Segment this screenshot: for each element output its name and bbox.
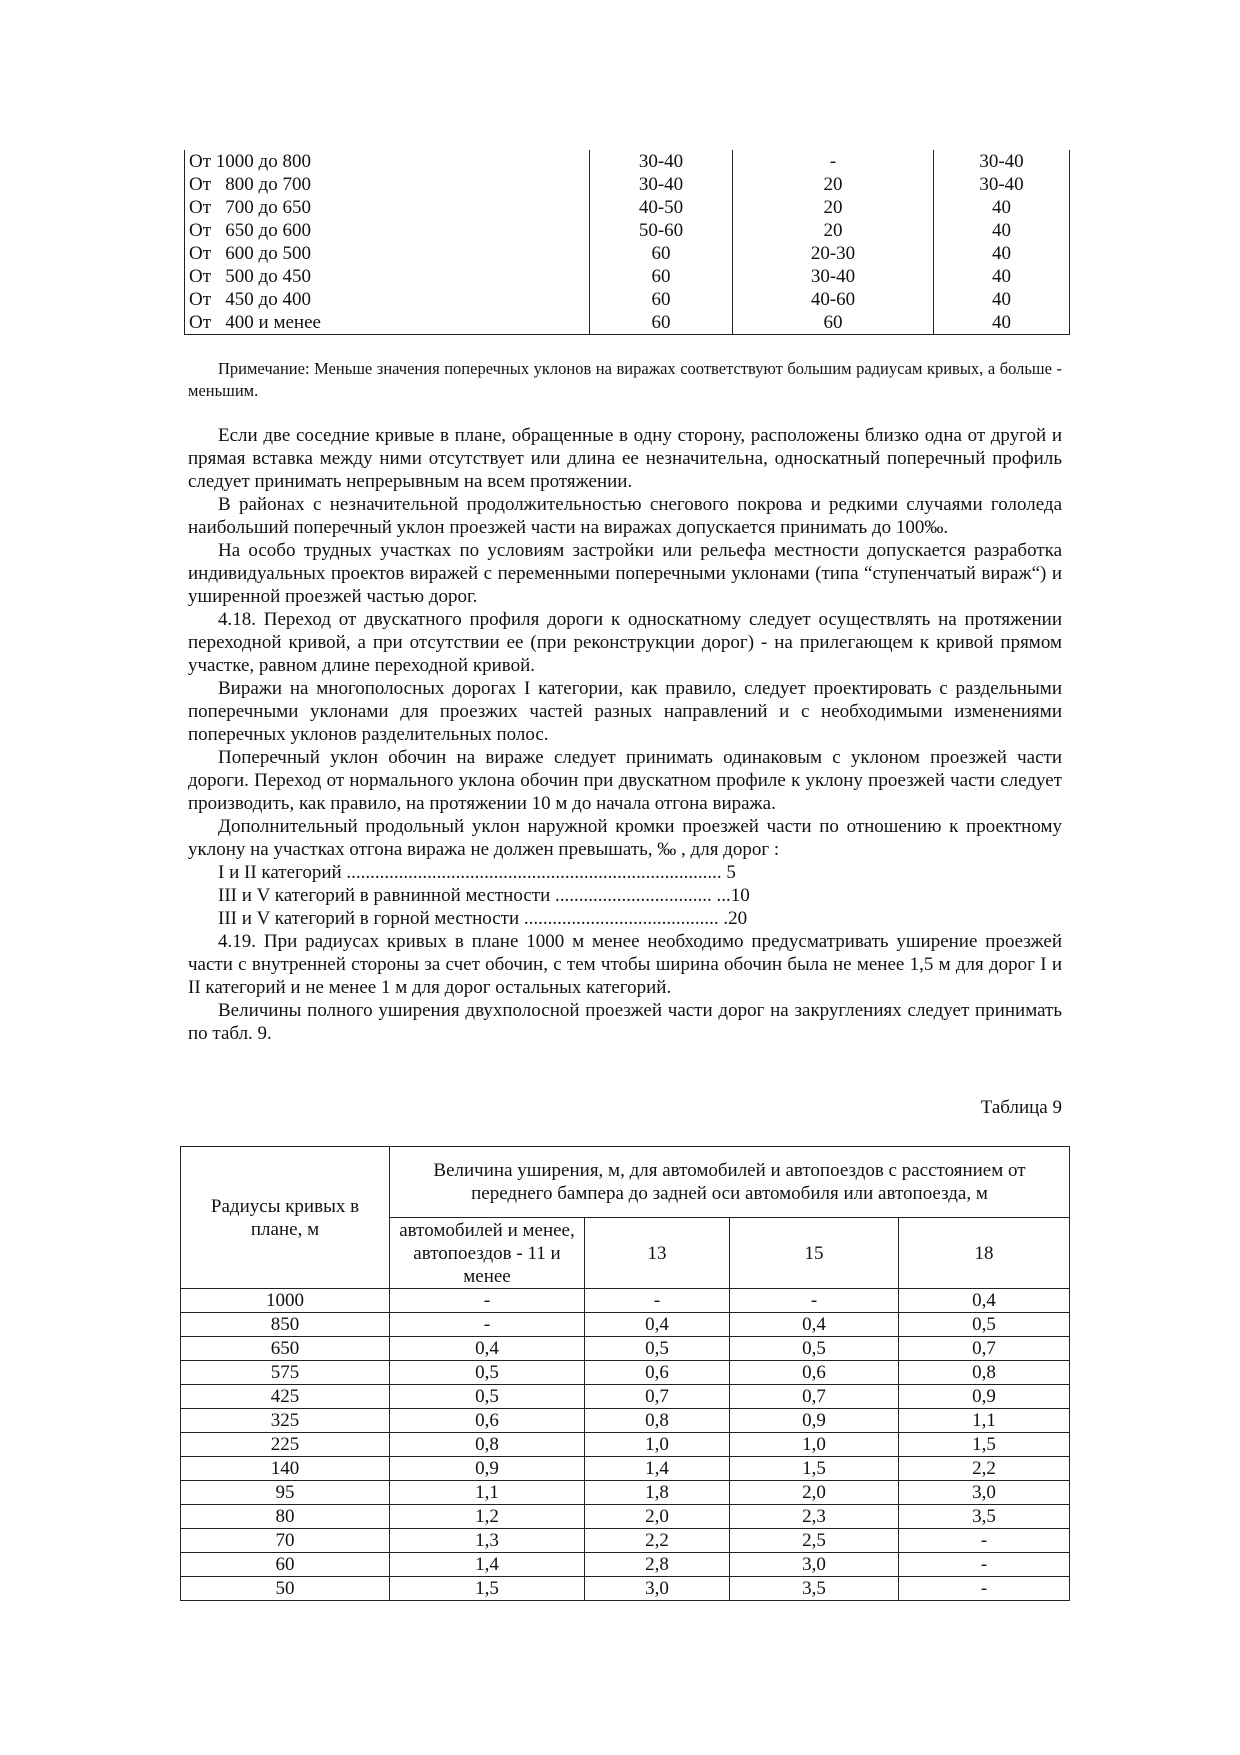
table-cell: 0,4 (390, 1337, 585, 1361)
table-row (181, 1337, 1070, 1361)
table-row (185, 173, 1070, 196)
paragraph: 4.19. При радиусах кривых в плане 1000 м менее необходимо предусматривать уширение проезжей части с внутренней стороны за счет обочин, с тем чтобы ширина обочин была не менее 1,5 м для дорог I и II категорий и не менее 1 м для дорог остальных категорий. (188, 931, 1062, 998)
sub-header: автомобилей и менее, автопоездов - 11 и менее (390, 1218, 585, 1289)
table-cell: 30-40 (934, 173, 1070, 196)
table-cell: 0,9 (730, 1409, 899, 1433)
table-cell: - (390, 1289, 585, 1313)
table-row (181, 1313, 1070, 1337)
table-cell: - (585, 1289, 730, 1313)
table-cell: 3,0 (585, 1577, 730, 1601)
table-cell: 1,5 (899, 1433, 1070, 1457)
table-cell: 3,0 (730, 1553, 899, 1577)
table-cell: 2,2 (899, 1457, 1070, 1481)
table-cell: - (899, 1553, 1070, 1577)
table-cell: 0,5 (899, 1313, 1070, 1337)
table-cell: От 800 до 700 (185, 173, 590, 196)
table-cell: От 500 до 450 (185, 265, 590, 288)
table-cell: 0,5 (390, 1385, 585, 1409)
list-item: III и V категорий в равнинной местности ................................. ...10 (218, 885, 750, 906)
table-cell: 0,6 (585, 1361, 730, 1385)
table-cell: 0,8 (585, 1409, 730, 1433)
table-cell: 60 (590, 288, 733, 311)
table-cell: 60 (181, 1553, 390, 1577)
table-9 (180, 1146, 1070, 1601)
table-cell: 0,8 (899, 1361, 1070, 1385)
table-caption: Таблица 9 (980, 1097, 1062, 1118)
table-row (181, 1553, 1070, 1577)
col-header-radius: Радиусы кривых в плане, м (181, 1147, 390, 1289)
table-cell: 20 (733, 173, 934, 196)
table-cell: 2,0 (585, 1505, 730, 1529)
paragraph: В районах с незначительной продолжительностью снегового покрова и редкими случаями гололеда наибольший поперечный уклон проезжей части на виражах допускается принимать до 100‰. (188, 494, 1062, 538)
paragraph: Поперечный уклон обочин на вираже следует принимать одинаковым с уклоном проезжей части дороги. Переход от нормального уклона обочин при двускатном профиле к уклону проезжей части следует производить, как правило, на протяжении 10 м до начала отгона виража. (188, 747, 1062, 814)
table-note: Примечание: Меньше значения поперечных уклонов на виражах соответствуют большим радиусам кривых, а больше - меньшим. (188, 359, 1062, 400)
table-cell: 60 (590, 265, 733, 288)
table-cell: 40 (934, 196, 1070, 219)
table-cell: - (390, 1313, 585, 1337)
table-cell: 1,1 (899, 1409, 1070, 1433)
table-cell: 2,5 (730, 1529, 899, 1553)
table-row (185, 265, 1070, 288)
table-row (181, 1481, 1070, 1505)
table-row (181, 1409, 1070, 1433)
table-cell: 30-40 (733, 265, 934, 288)
table-cell: 1,5 (390, 1577, 585, 1601)
table-cell: 1,1 (390, 1481, 585, 1505)
table-cell: 3,0 (899, 1481, 1070, 1505)
table-cell: 0,5 (730, 1337, 899, 1361)
table-cell: 140 (181, 1457, 390, 1481)
table-cell: 0,8 (390, 1433, 585, 1457)
table-cell: От 450 до 400 (185, 288, 590, 311)
table-row (181, 1529, 1070, 1553)
table-cell: 20-30 (733, 242, 934, 265)
table-cell: 40 (934, 242, 1070, 265)
table-cell: 225 (181, 1433, 390, 1457)
table-cell: 30-40 (590, 173, 733, 196)
body-text (188, 424, 1062, 1045)
table-cell: 70 (181, 1529, 390, 1553)
table-cell: 0,5 (390, 1361, 585, 1385)
table-row (185, 242, 1070, 265)
table-row (185, 196, 1070, 219)
table-cell: 60 (590, 311, 733, 335)
sub-header: 15 (730, 1218, 899, 1289)
table-cell: 40 (934, 311, 1070, 335)
table-cell: 0,6 (390, 1409, 585, 1433)
sub-header: 18 (899, 1218, 1070, 1289)
table-cell: 60 (733, 311, 934, 335)
table-cell: 2,2 (585, 1529, 730, 1553)
table-cell: 0,7 (730, 1385, 899, 1409)
table-cell: От 650 до 600 (185, 219, 590, 242)
table-cell: 40-50 (590, 196, 733, 219)
paragraph: Дополнительный продольный уклон наружной кромки проезжей части по отношению к проектному уклону на участках отгона виража не должен превышать, ‰ , для дорог : (188, 816, 1062, 860)
table-cell: 2,3 (730, 1505, 899, 1529)
table-row (181, 1457, 1070, 1481)
table-cell: 30-40 (934, 150, 1070, 173)
table-cell: 1000 (181, 1289, 390, 1313)
table-cell: 1,4 (585, 1457, 730, 1481)
table-cell: 30-40 (590, 150, 733, 173)
table-cell: 50-60 (590, 219, 733, 242)
list-item: III и V категорий в горной местности ......................................... .20 (218, 908, 748, 929)
table-cell: 3,5 (899, 1505, 1070, 1529)
table-row (181, 1385, 1070, 1409)
table-cell: 20 (733, 196, 934, 219)
table-cell: 95 (181, 1481, 390, 1505)
table-row (185, 150, 1070, 173)
table-cell: 60 (590, 242, 733, 265)
table-cell: От 400 и менее (185, 311, 590, 335)
table-cell: - (899, 1529, 1070, 1553)
table-cell: 1,3 (390, 1529, 585, 1553)
table-row (185, 311, 1070, 335)
paragraph: Величины полного уширения двухполосной проезжей части дорог на закруглениях следует принимать по табл. 9. (188, 1000, 1062, 1044)
paragraph: Виражи на многополосных дорогах I категории, как правило, следует проектировать с раздельными поперечными уклонами для проезжих частей разных направлений и с необходимыми изменениями поперечных уклонов разделительных полос. (188, 678, 1062, 745)
table-cell: 40 (934, 219, 1070, 242)
table-cell: 2,0 (730, 1481, 899, 1505)
table-cell: - (730, 1289, 899, 1313)
table-cell: 0,7 (899, 1337, 1070, 1361)
table-cell: 0,4 (899, 1289, 1070, 1313)
table-cell: 850 (181, 1313, 390, 1337)
table-cell: 1,2 (390, 1505, 585, 1529)
table-cell: 40 (934, 288, 1070, 311)
table-cell: 1,0 (585, 1433, 730, 1457)
table-row (185, 288, 1070, 311)
table-cell: От 700 до 650 (185, 196, 590, 219)
table-cell: 3,5 (730, 1577, 899, 1601)
table-cell: 40 (934, 265, 1070, 288)
table-row (181, 1361, 1070, 1385)
table-cell: 1,4 (390, 1553, 585, 1577)
table-cell: 1,0 (730, 1433, 899, 1457)
table-cell: 50 (181, 1577, 390, 1601)
list-item: I и II категорий ............................................................................... 5 (218, 862, 736, 883)
table-cell: 425 (181, 1385, 390, 1409)
table-row (181, 1577, 1070, 1601)
table-cell: 0,4 (585, 1313, 730, 1337)
table-cell: 0,7 (585, 1385, 730, 1409)
paragraph: На особо трудных участках по условиям застройки или рельефа местности допускается разработка индивидуальных проектов виражей с переменными поперечными уклонами (типа “ступенчатый вираж“) и уширенной проезжей частью дорог. (188, 540, 1062, 607)
table-cell: 0,6 (730, 1361, 899, 1385)
table-cell: - (899, 1577, 1070, 1601)
table-cell: 0,9 (390, 1457, 585, 1481)
sub-header: 13 (585, 1218, 730, 1289)
table-cell: 1,8 (585, 1481, 730, 1505)
group-header: Величина уширения, м, для автомобилей и автопоездов с расстоянием от переднего бампера до задней оси автомобиля или автопоезда, м (390, 1147, 1070, 1218)
table-cell: 575 (181, 1361, 390, 1385)
table-cell: 1,5 (730, 1457, 899, 1481)
table-cell: 650 (181, 1337, 390, 1361)
table-cell: От 1000 до 800 (185, 150, 590, 173)
table-cell: 80 (181, 1505, 390, 1529)
table-cell: 0,5 (585, 1337, 730, 1361)
table-cell: 2,8 (585, 1553, 730, 1577)
table-cell: - (733, 150, 934, 173)
table-row (181, 1433, 1070, 1457)
table-row (181, 1289, 1070, 1313)
table-row (181, 1505, 1070, 1529)
table-cell: 325 (181, 1409, 390, 1433)
paragraph: 4.18. Переход от двускатного профиля дороги к односкатному следует осуществлять на протяжении переходной кривой, а при отсутствии ее (при реконструкции дорог) - на прилегающем к кривой прямом участке, равном длине переходной кривой. (188, 609, 1062, 676)
paragraph: Если две соседние кривые в плане, обращенные в одну сторону, расположены близко одна от другой и прямая вставка между ними отсутствует или длина ее незначительна, односкатный поперечный профиль следует принимать непрерывным на всем протяжении. (188, 425, 1062, 492)
slope-table-continuation (184, 150, 1070, 335)
table-cell: 0,4 (730, 1313, 899, 1337)
table-row (185, 219, 1070, 242)
table-cell: 20 (733, 219, 934, 242)
table-cell: От 600 до 500 (185, 242, 590, 265)
table-cell: 40-60 (733, 288, 934, 311)
table-cell: 0,9 (899, 1385, 1070, 1409)
